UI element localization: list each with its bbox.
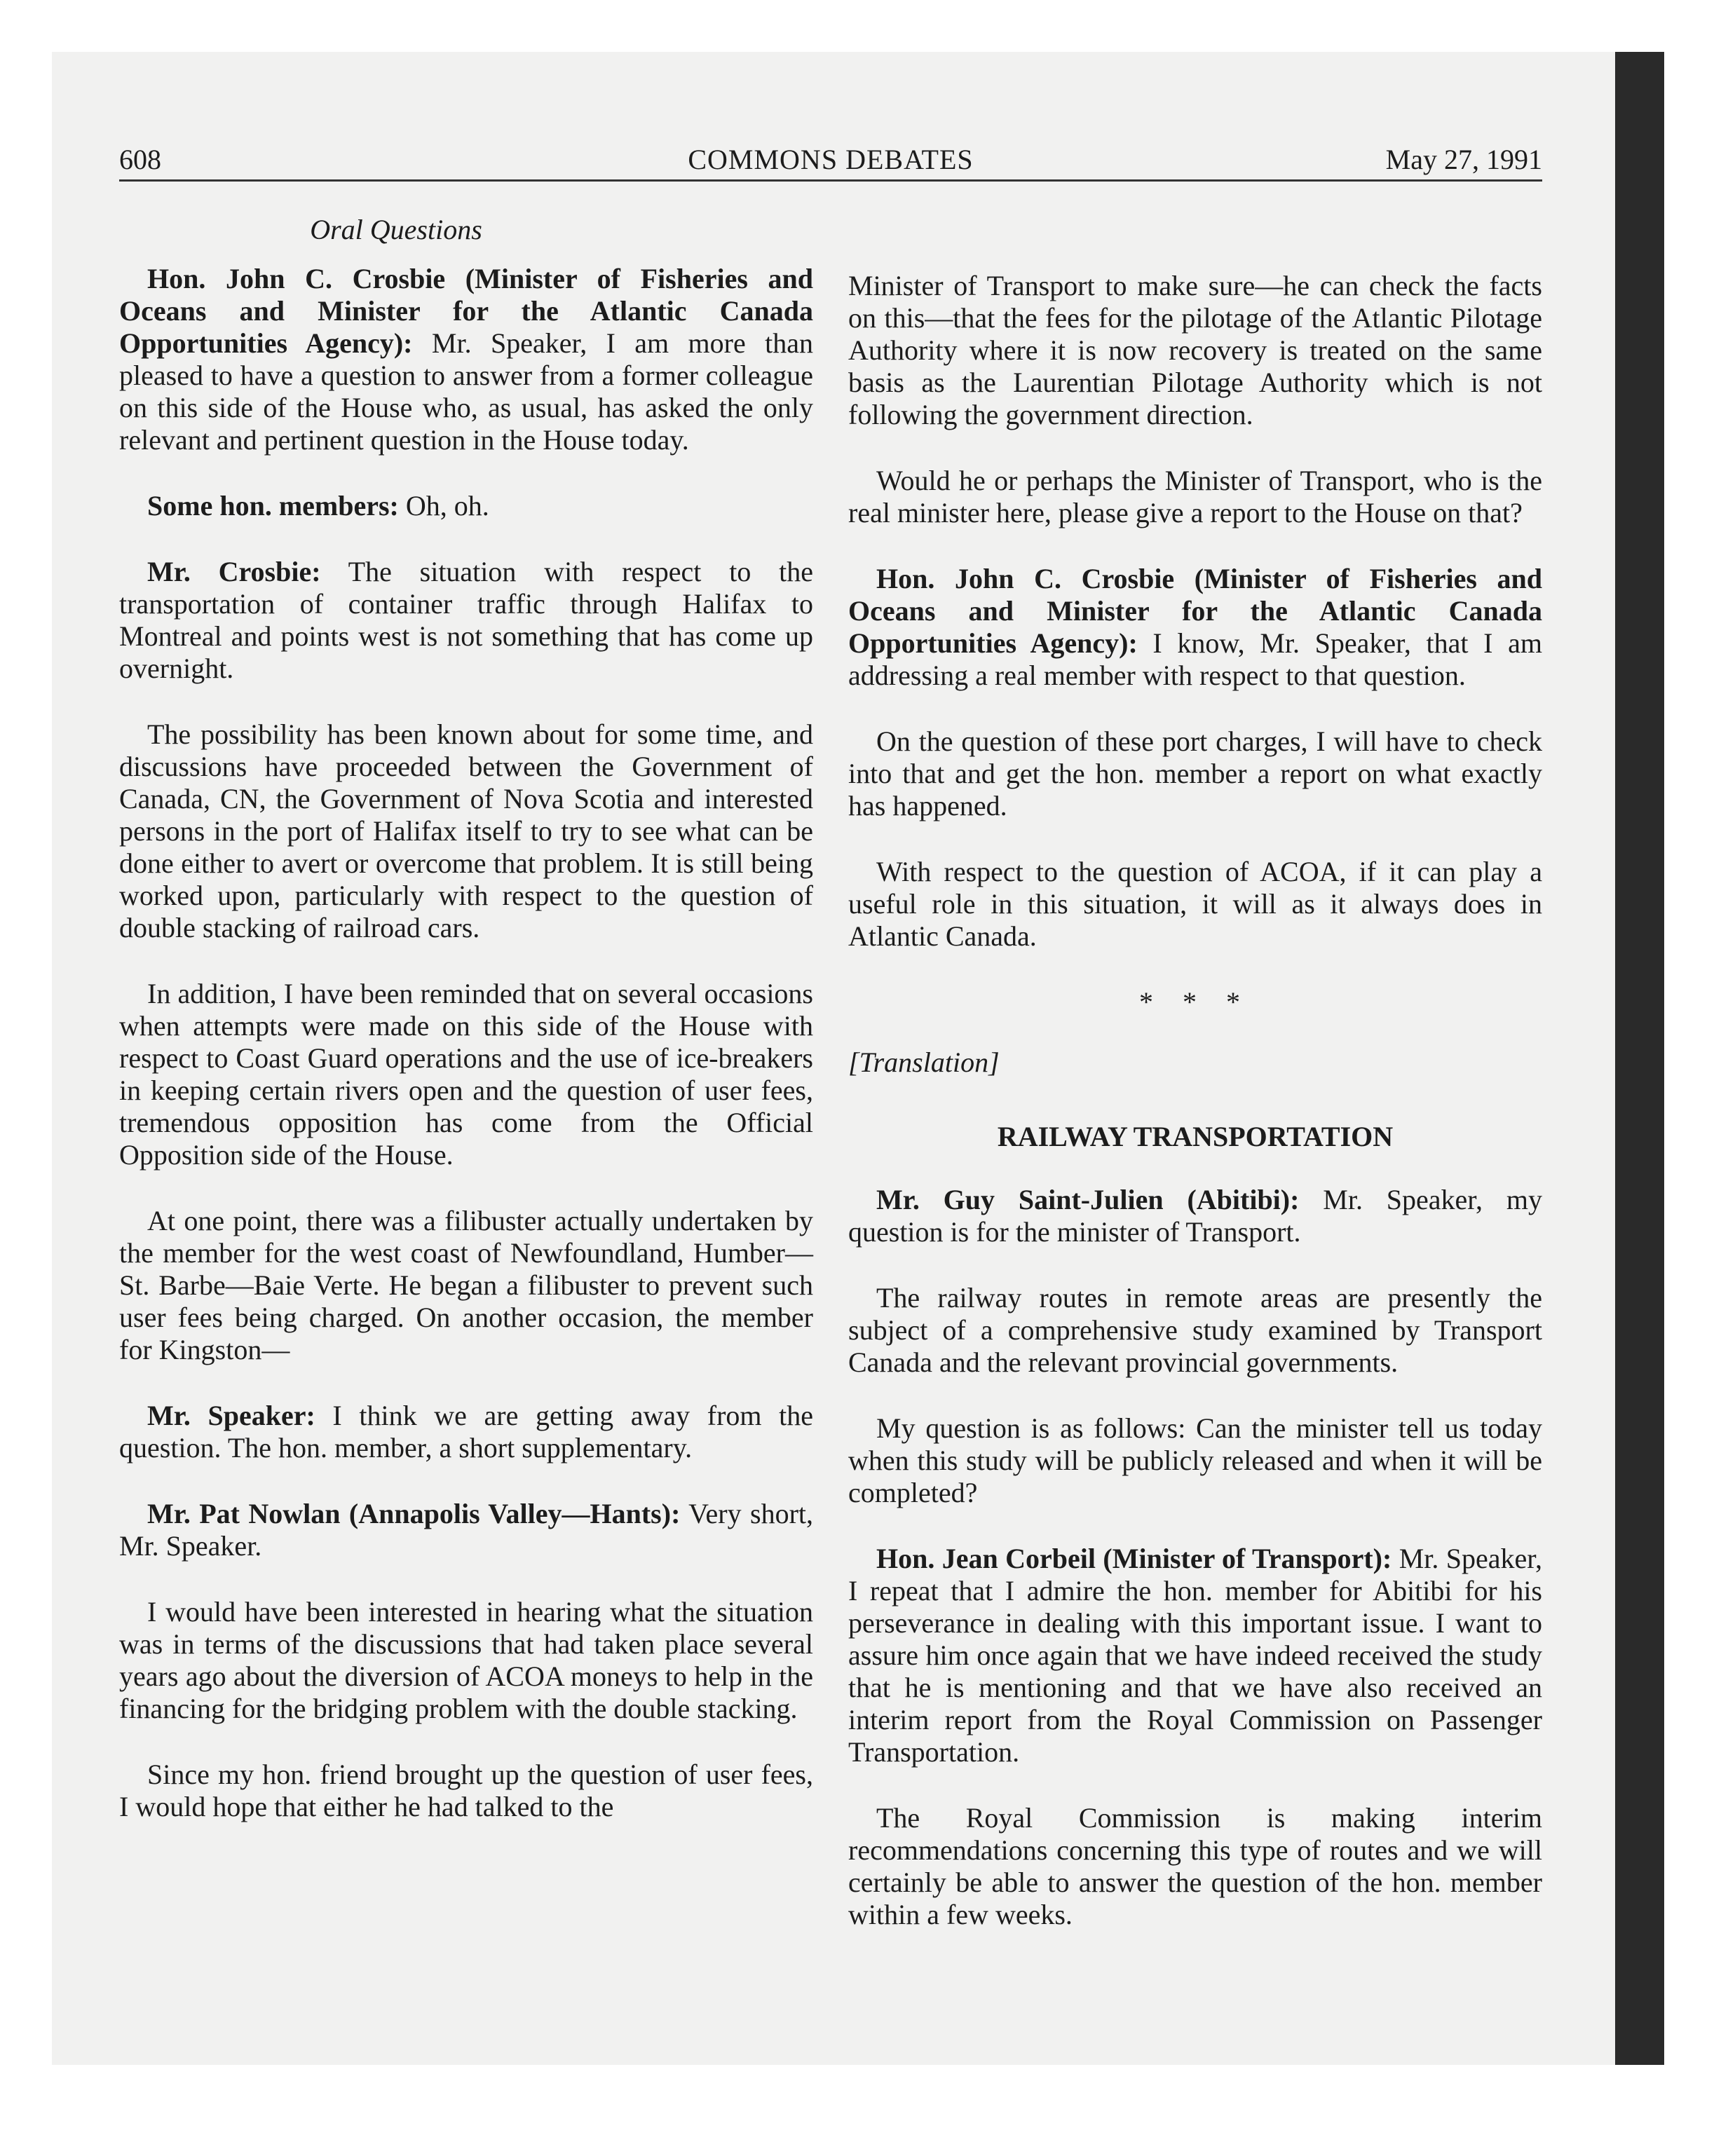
translation-note: [Translation] xyxy=(848,1046,1000,1078)
paragraph xyxy=(119,490,813,522)
paragraph-text: The possibility has been known about for some time, and discussions have proceeded between the Government of Canada, CN, the Government of Nova Scotia and interested persons in the port of Halifax itself to try to see what can be done either to avert or overcome that problem. It is still being worked upon, particularly with respect to the question of double stacking of railroad cars. xyxy=(119,718,813,943)
scan-edge-bar xyxy=(1615,52,1664,2065)
paragraph-text: At one point, there was a filibuster actually undertaken by the member for the west coast of Newfoundland, Humber—St. Barbe—Baie Verte. He began a filibuster to prevent such user fees being charged. On another occasion, the member for Kingston— xyxy=(119,1205,813,1365)
publication-title: COMMONS DEBATES xyxy=(688,144,974,175)
right-column xyxy=(848,270,1542,1965)
left-column xyxy=(119,214,813,1857)
paragraph-text: Would he or perhaps the Minister of Transport, who is the real minister here, please give a report to the House on that? xyxy=(848,465,1542,528)
paragraph xyxy=(848,270,1542,431)
paragraph xyxy=(848,1184,1542,1248)
paragraph-text: I know, Mr. Speaker, that I am addressing a real member with respect to that question. xyxy=(848,627,1542,691)
paragraph xyxy=(119,1205,813,1366)
paragraph xyxy=(119,1596,813,1725)
paragraph-text: My question is as follows: Can the minister tell us today when this study will be publicly released and when it will be completed? xyxy=(848,1412,1542,1508)
speaker-name: Hon. John C. Crosbie (Minister of Fisheries and Oceans and Minister for the Atlantic Canada Opportunities Agency): xyxy=(848,563,1542,659)
paragraph xyxy=(119,556,813,685)
section-label: Oral Questions xyxy=(310,214,482,245)
paragraph-text: With respect to the question of ACOA, if it can play a useful role in this situation, it will as it always does in Atlantic Canada. xyxy=(848,856,1542,952)
paragraph-text: The railway routes in remote areas are presently the subject of a comprehensive study examined by Transport Canada and the relevant provincial governments. xyxy=(848,1282,1542,1378)
paragraph-text: The Royal Commission is making interim recommendations concerning this type of routes and we will certainly be able to answer the question of the hon. member within a few weeks. xyxy=(848,1802,1542,1930)
speaker-name: Some hon. members: xyxy=(147,490,399,521)
paragraph-text: Mr. Speaker, my question is for the minister of Transport. xyxy=(848,1184,1542,1248)
speaker-name: Mr. Guy Saint-Julien (Abitibi): xyxy=(876,1184,1300,1215)
paragraph-text: On the question of these port charges, I will have to check into that and get the hon. member a report on what exactly has happened. xyxy=(848,725,1542,821)
paragraph xyxy=(848,465,1542,529)
left-paragraphs xyxy=(119,263,813,1823)
paragraph-text: Oh, oh. xyxy=(398,490,489,521)
page-header xyxy=(119,140,1542,182)
section-heading: RAILWAY TRANSPORTATION xyxy=(997,1121,1394,1152)
paragraph-text: I would have been interested in hearing what the situation was in terms of the discussions that had taken place several years ago about the diversion of ACOA moneys to help in the financing for the bridging problem with the double stacking. xyxy=(119,1596,813,1724)
paragraph xyxy=(119,263,813,456)
speaker-name: Hon. Jean Corbeil (Minister of Transport): xyxy=(876,1543,1392,1574)
paragraph-text: Minister of Transport to make sure—he can check the facts on this—that the fees for the pilotage of the Atlantic Pilotage Authority where it is now recovery is treated on the same basis as the Laurentian Pilotage Authority which is not following the government direction. xyxy=(848,270,1542,430)
speaker-name: Mr. Crosbie: xyxy=(147,556,321,587)
paragraph xyxy=(848,856,1542,953)
separator-stars: * * * xyxy=(1139,986,1251,1018)
paragraph xyxy=(848,1412,1542,1509)
paragraph xyxy=(119,1759,813,1823)
right-top-paragraphs xyxy=(848,270,1542,953)
paragraph xyxy=(119,1400,813,1464)
paragraph-text: I think we are getting away from the question. The hon. member, a short supplementary. xyxy=(119,1400,814,1464)
speaker-name: Hon. John C. Crosbie (Minister of Fisheries and Oceans and Minister for the Atlantic Canada Opportunities Agency): xyxy=(119,263,813,359)
paragraph-text: Since my hon. friend brought up the question of user fees, I would hope that either he had talked to the xyxy=(119,1759,813,1822)
page-number: 608 xyxy=(119,144,161,175)
paragraph xyxy=(848,1802,1542,1931)
paragraph xyxy=(119,718,813,944)
speaker-name: Mr. Speaker: xyxy=(147,1400,315,1431)
paragraph xyxy=(119,1498,813,1562)
paragraph-text: Mr. Speaker, I am more than pleased to have a question to answer from a former colleague on this side of the House who, as usual, has asked the only relevant and pertinent question in the House today. xyxy=(119,327,813,456)
paragraph-text: The situation with respect to the transportation of container traffic through Halifax to Montreal and points west is not something that has come up overnight. xyxy=(119,556,813,684)
publication-date: May 27, 1991 xyxy=(1385,144,1542,175)
paragraph xyxy=(119,978,813,1171)
paragraph xyxy=(848,1543,1542,1768)
right-bottom-paragraphs xyxy=(848,1184,1542,1931)
paragraph xyxy=(848,1282,1542,1379)
speaker-name: Mr. Pat Nowlan (Annapolis Valley—Hants): xyxy=(147,1498,681,1529)
paragraph-text: Very short, Mr. Speaker. xyxy=(119,1498,813,1562)
paragraph-text: In addition, I have been reminded that on several occasions when attempts were made on this side of the House with respect to Coast Guard operations and the use of ice-breakers in keeping certain rivers open and the question of user fees, tremendous opposition has come from the Official Opposition side of the House. xyxy=(119,978,813,1171)
paragraph xyxy=(848,725,1542,822)
paragraph-text: Mr. Speaker, I repeat that I admire the hon. member for Abitibi for his perseverance in dealing with this important issue. I want to assure him once again that we have indeed received the study that he is mentioning and that we have also received an interim report from the Royal Commission on Passenger Transportation. xyxy=(848,1543,1543,1768)
paragraph xyxy=(848,563,1542,692)
